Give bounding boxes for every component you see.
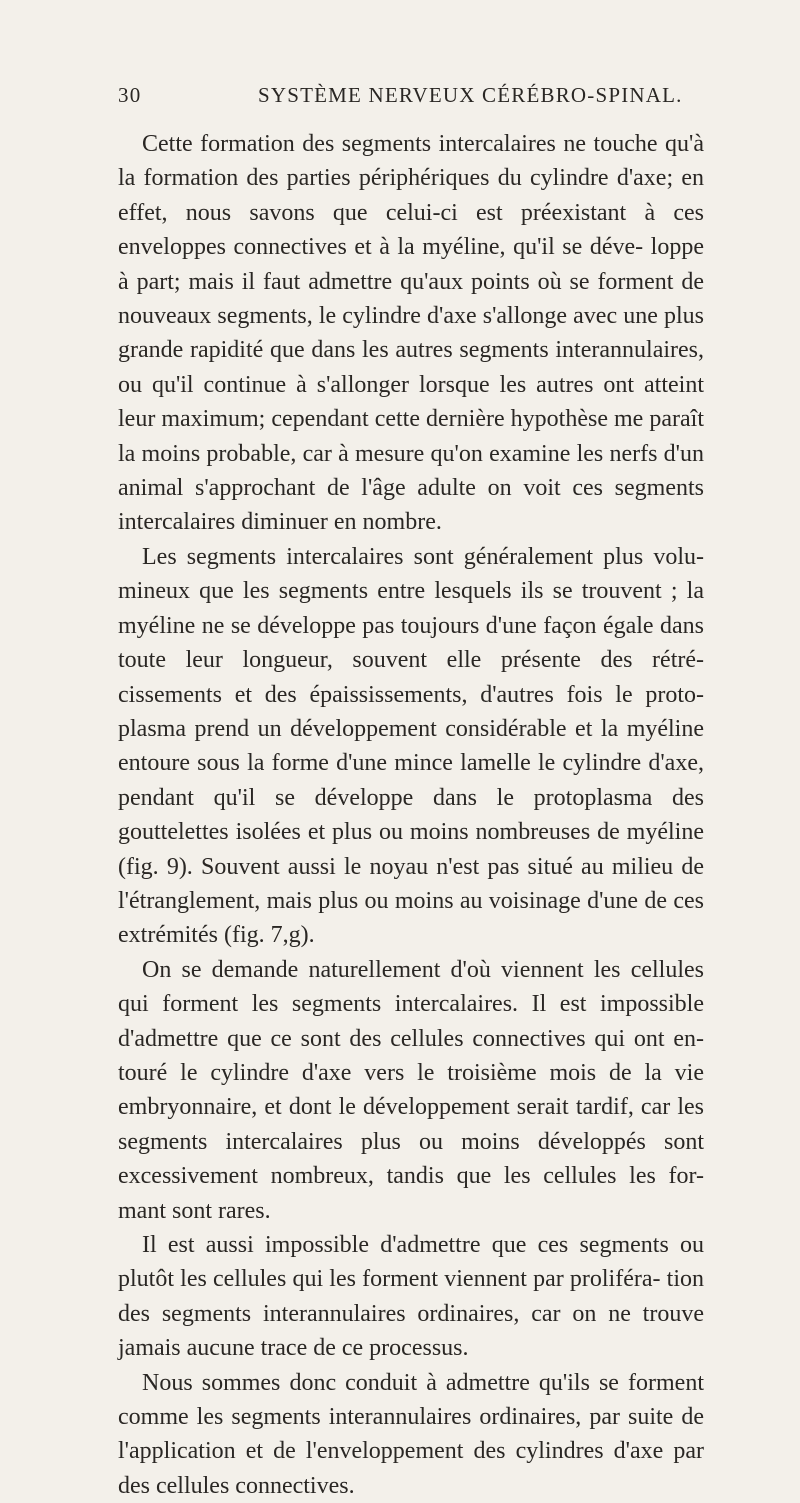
book-page	[0, 83, 800, 1499]
page-number: 30	[118, 83, 142, 107]
body-text	[118, 127, 704, 1503]
paragraph: On se demande naturellement d'où viennent les cellules qui forment les segments intercalaires. Il est impossible d'admettre que ce sont des cellules connectives qui ont en- touré le cylindre d'axe vers le troisième mois de la vie embryonnaire, et dont le développement serait tardif, car les segments intercalaires plus ou moins développés sont excessivement nombreux, tandis que les cellules les for- mant sont rares.	[118, 956, 704, 1224]
running-title: SYSTÈME NERVEUX CÉRÉBRO-SPINAL.	[258, 83, 683, 107]
paragraph: Il est aussi impossible d'admettre que ces segments ou plutôt les cellules qui les forment viennent par proliféra- tion des segments interannulaires ordinaires, car on ne trouve jamais aucune trace de ce processus.	[118, 1232, 704, 1362]
paragraph: Cette formation des segments intercalaires ne touche qu'à la formation des parties périphériques du cylindre d'axe; en effet, nous savons que celui-ci est préexistant à ces enveloppes connectives et à la myéline, qu'il se déve- loppe à part; mais il faut admettre qu'aux points où se forment de nouveaux segments, le cylindre d'axe s'allonge avec une plus grande rapidité que dans les autres segments interannulaires, ou qu'il continue à s'allonger lorsque les autres ont atteint leur maximum; cependant cette dernière hypothèse me paraît la moins probable, car à mesure qu'on examine les nerfs d'un animal s'approchant de l'âge adulte on voit ces segments intercalaires diminuer en nombre.	[118, 131, 704, 536]
running-head	[118, 83, 704, 115]
paragraph: Les segments intercalaires sont généralement plus volu- mineux que les segments entre lesquels ils se trouvent ; la myéline ne se développe pas toujours d'une façon égale dans toute leur longueur, souvent elle présente des rétré- cissements et des épaississements, d'autres fois le proto- plasma prend un développement considérable et la myéline entoure sous la forme d'une mince lamelle le cylindre d'axe, pendant qu'il se développe dans le protoplasma des gouttelettes isolées et plus ou moins nombreuses de myéline (fig. 9). Souvent aussi le noyau n'est pas situé au milieu de l'étranglement, mais plus ou moins au voisinage d'une de ces extrémités (fig. 7,g).	[118, 543, 704, 949]
paragraph: Nous sommes donc conduit à admettre qu'ils se forment comme les segments interannulaires ordinaires, par suite de l'application et de l'enveloppement des cylindres d'axe par des cellules connectives.	[118, 1369, 704, 1499]
